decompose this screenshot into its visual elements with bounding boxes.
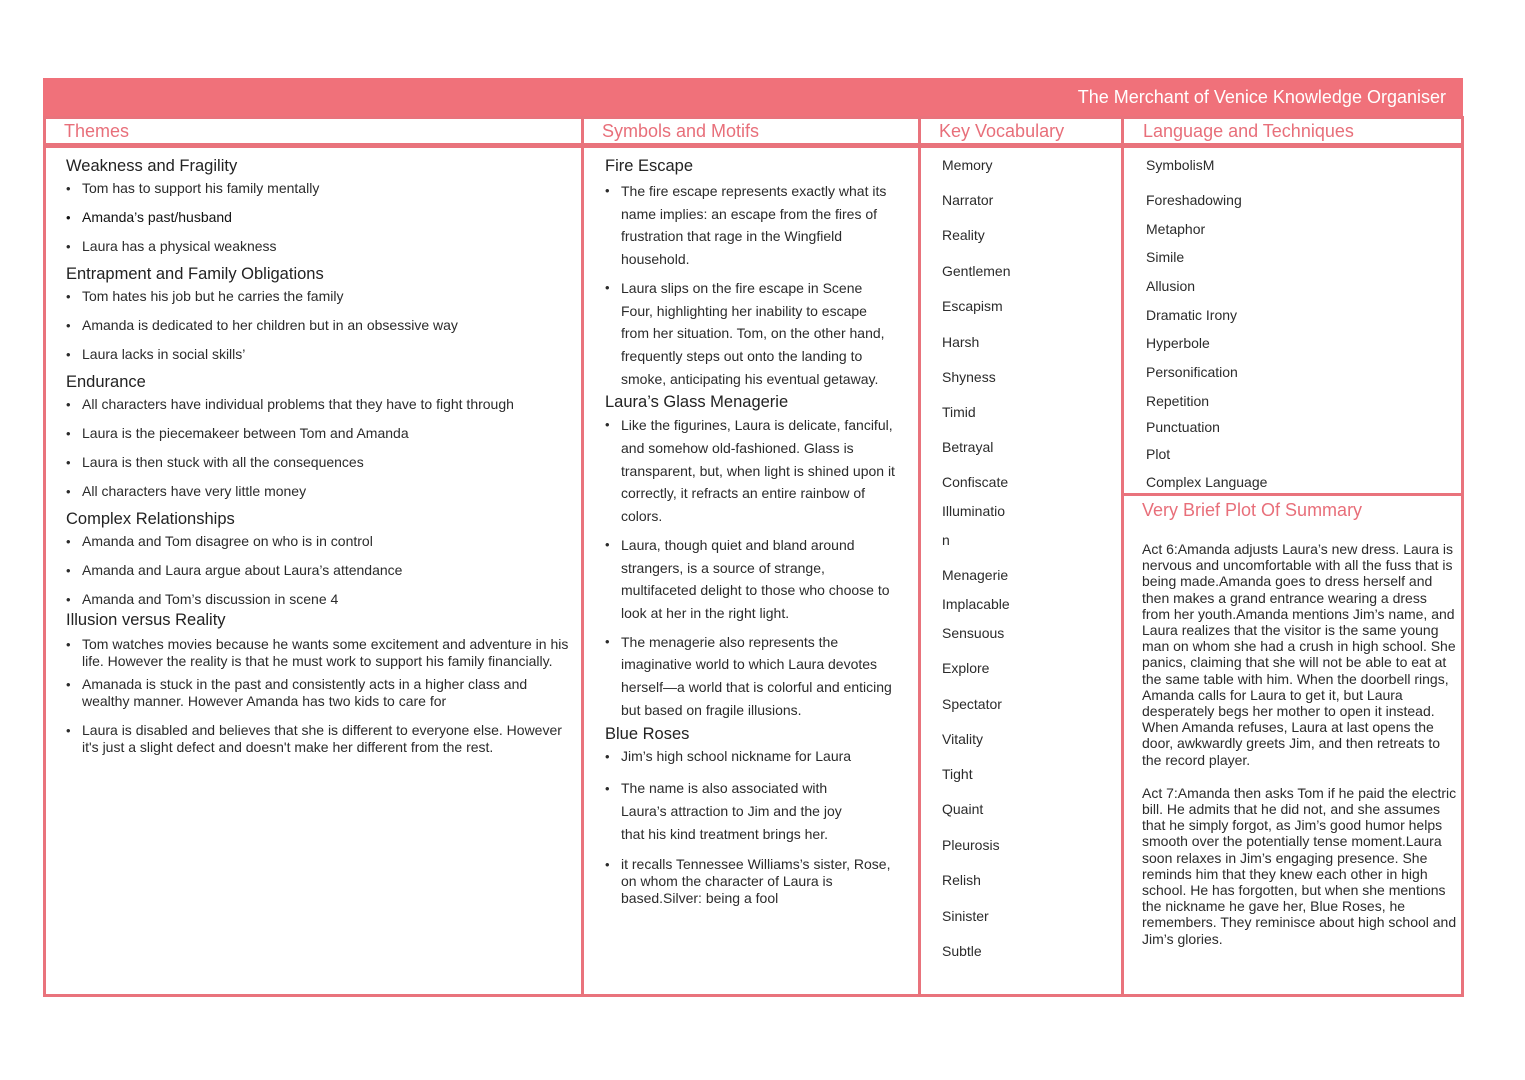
vocabulary-heading: Key Vocabulary <box>939 121 1065 141</box>
vocab-item: Pleurosis <box>942 837 1000 853</box>
symbols-heading: Symbols and Motifs <box>602 121 760 141</box>
technique-item: Foreshadowing <box>1146 192 1242 208</box>
vocab-item: Reality <box>942 227 985 243</box>
themes-header <box>43 116 584 146</box>
list-item: • Amanda is dedicated to her children but in an obsessive way <box>66 317 576 334</box>
vocab-item: Vitality <box>942 731 983 747</box>
vocab-item: Narrator <box>942 192 994 208</box>
vocab-item: Escapism <box>942 298 1003 314</box>
technique-item: SymbolisM <box>1146 157 1215 173</box>
symbol-group <box>605 392 895 721</box>
plot-summary-heading: Very Brief Plot Of Summary <box>1142 500 1363 520</box>
vocab-item: Illuminatio <box>942 503 1006 519</box>
vocab-item: Betrayal <box>942 439 994 455</box>
theme-group <box>66 610 576 756</box>
list-item: • The name is also associated with Laura’s attraction to Jim and the joy that his kind treatment brings her. <box>605 777 861 846</box>
symbol-title: Blue Roses <box>605 725 690 744</box>
theme-title: Illusion versus Reality <box>66 611 226 629</box>
list-item: • Amanda’s past/husband <box>66 209 576 226</box>
vocab-item: Confiscate <box>942 474 1009 490</box>
vocab-item: Gentlemen <box>942 263 1011 279</box>
list-item: • Amanda and Tom’s discussion in scene 4 <box>66 591 576 608</box>
themes-panel <box>43 145 584 997</box>
theme-title: Endurance <box>66 373 146 391</box>
technique-item: Hyperbole <box>1146 335 1210 351</box>
title-bar <box>43 78 1463 116</box>
vocab-item: Sinister <box>942 908 989 924</box>
list-item: • All characters have very little money <box>66 483 576 500</box>
list-item: • Laura is then stuck with all the consequences <box>66 454 576 471</box>
vocab-item: Shyness <box>942 369 996 385</box>
list-item: • Like the figurines, Laura is delicate, fanciful, and somehow old-fashioned. Glass is transparent, but, when light is shined upon it correctly, it refracts an entire rainbow of colors. <box>605 414 895 528</box>
vocab-item: Implacable <box>942 596 1010 612</box>
theme-title: Complex Relationships <box>66 510 235 528</box>
list-item: • Laura, though quiet and bland around strangers, is a source of strange, multifaceted delight to those who choose to look at her in the right light. <box>605 534 895 625</box>
symbol-title: Fire Escape <box>605 157 694 175</box>
vocab-item: Timid <box>942 404 976 420</box>
list-item: • The menagerie also represents the imaginative world to which Laura devotes herself—a world that is colorful and enticing but based on fragile illusions. <box>605 631 895 722</box>
list-item: • Amanada is stuck in the past and consistently acts in a higher class and wealthy manner. However Amanda has two kids to care for <box>66 676 576 710</box>
vocabulary-header <box>918 116 1124 146</box>
list-item: • Laura is the piecemakeer between Tom and Amanda <box>66 425 576 442</box>
vocab-item: Subtle <box>942 943 982 959</box>
vocab-item: n <box>942 532 950 548</box>
vocab-item: Harsh <box>942 334 980 350</box>
themes-heading: Themes <box>64 121 130 141</box>
vocab-item: Spectator <box>942 696 1002 712</box>
list-item: • Tom hates his job but he carries the family <box>66 288 576 305</box>
list-item: • Jim’s high school nickname for Laura <box>605 748 895 765</box>
technique-item: Dramatic Irony <box>1146 307 1238 323</box>
list-item: • Laura lacks in social skills’ <box>66 346 576 363</box>
symbol-group <box>605 156 895 390</box>
symbols-header <box>581 116 921 146</box>
list-item: • Laura has a physical weakness <box>66 238 576 255</box>
theme-group <box>66 509 576 608</box>
plot-summary-panel <box>1121 493 1464 997</box>
list-item: • Laura is disabled and believes that she is different to everyone else. However it's just a slight defect and doesn't make her different from the rest. <box>66 722 576 756</box>
technique-item: Allusion <box>1146 278 1196 294</box>
list-item: • Amanda and Laura argue about Laura’s attendance <box>66 562 576 579</box>
list-item: • All characters have individual problems that they have to fight through <box>66 396 576 413</box>
list-item: • Laura slips on the fire escape in Scene Four, highlighting her inability to escape from her situation. Tom, on the other hand, frequently steps out onto the landing to smoke, anticipating his eventual getaway. <box>605 277 895 391</box>
vocab-item: Explore <box>942 660 990 676</box>
theme-title: Weakness and Fragility <box>66 157 238 175</box>
technique-item: Personification <box>1146 364 1238 380</box>
technique-item: Metaphor <box>1146 221 1206 237</box>
page-title: The Merchant of Venice Knowledge Organiser <box>1077 87 1446 107</box>
list-item: • The fire escape represents exactly what its name implies: an escape from the fires of frustration that rage in the Wingfield household. <box>605 180 895 271</box>
technique-item: Punctuation <box>1146 419 1220 435</box>
list-item: • it recalls Tennessee Williams’s sister, Rose, on whom the character of Laura is based.Silver: being a fool <box>605 856 895 907</box>
vocab-item: Tight <box>942 766 973 782</box>
technique-item: Repetition <box>1146 393 1210 409</box>
vocab-item: Quaint <box>942 801 984 817</box>
language-heading: Language and Techniques <box>1143 121 1354 141</box>
summary-paragraph: Act 7:Amanda then asks Tom if he paid the electric bill. He admits that he did not, and she assumes that he simply forgot, as Jim’s good humor helps smooth over the potentially tense moment.Laura soon relaxes in Jim’s engaging presence. She reminds him that they knew each other in high school. He has forgotten, but when she mentions the nickname he gave her, Blue Roses, he remembers. They reminisce about high school and Jim’s glories. <box>1142 784 1457 947</box>
vocab-item: Menagerie <box>942 567 1009 583</box>
theme-title: Entrapment and Family Obligations <box>66 265 324 283</box>
theme-group <box>66 372 576 500</box>
list-item: • Tom watches movies because he wants some excitement and adventure in his life. However the reality is that he must work to support his family financially. <box>66 636 576 670</box>
vocab-item: Sensuous <box>942 625 1005 641</box>
technique-item: Complex Language <box>1146 474 1268 490</box>
themes-content <box>66 156 576 756</box>
technique-item: Plot <box>1146 446 1171 462</box>
symbols-panel <box>581 145 921 997</box>
summary-paragraph: Act 6:Amanda adjusts Laura’s new dress. Laura is nervous and uncomfortable with all the fuss that is being made.Amanda goes to dress herself and then makes a grand entrance wearing a dress from her youth.Amanda mentions Jim’s name, and Laura realizes that the visitor is the same young man on whom she had a crush in high school. She panics, claiming that she will not be able to eat at the same table with him. When the doorbell rings, Amanda calls for Laura to get it, but Laura desperately begs her mother to open it instead. When Amanda refuses, Laura at last opens the door, awkwardly greets Jim, and then retreats to the record player. <box>1142 541 1456 768</box>
vocab-item: Relish <box>942 872 981 888</box>
language-panel <box>1121 145 1464 496</box>
vocabulary-panel <box>918 145 1124 997</box>
plot-summary-content <box>1142 541 1457 947</box>
theme-group <box>66 156 576 255</box>
technique-item: Simile <box>1146 249 1185 265</box>
language-header <box>1121 116 1464 146</box>
list-item: • Amanda and Tom disagree on who is in control <box>66 533 576 550</box>
vocab-item: Memory <box>942 157 993 173</box>
symbols-content <box>605 156 895 907</box>
theme-group <box>66 264 576 363</box>
symbol-title: Laura’s Glass Menagerie <box>605 393 789 412</box>
list-item: • Tom has to support his family mentally <box>66 180 576 197</box>
symbol-group <box>605 724 895 907</box>
